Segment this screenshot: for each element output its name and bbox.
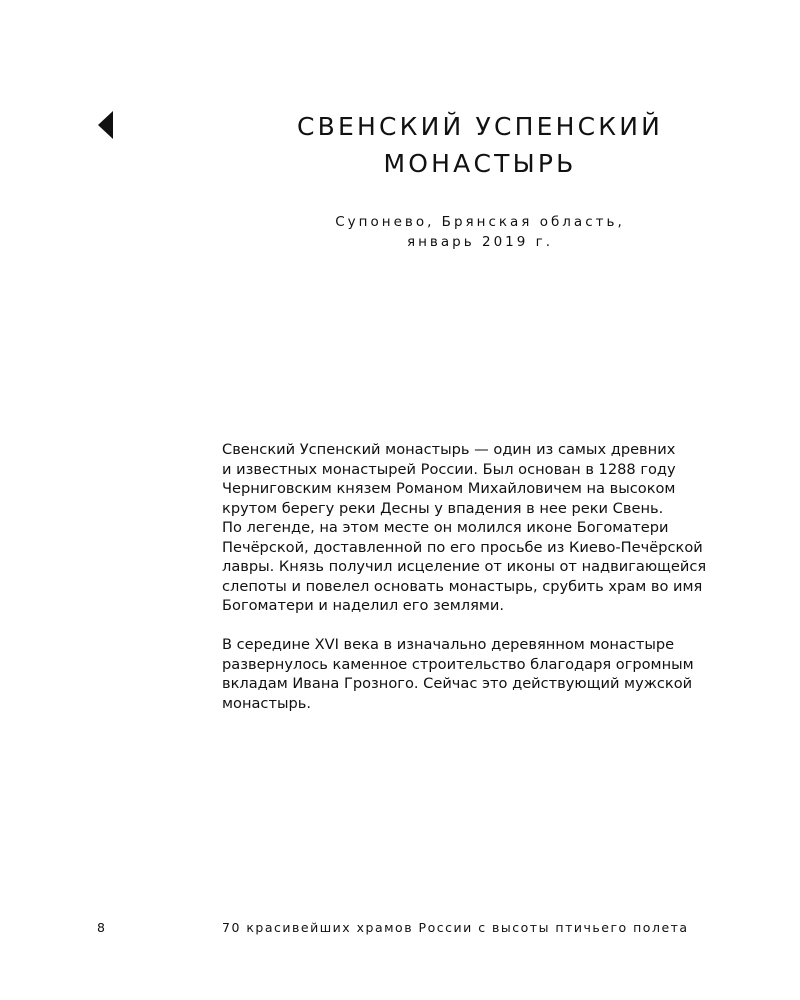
text-line: вкладам Ивана Грозного. Сейчас это действующий мужской: [222, 675, 693, 692]
page-title: [180, 108, 780, 182]
location-date: [260, 212, 700, 252]
text-line: Печёрской, доставленной по его просьбе из Киево-Печёрской: [222, 538, 703, 556]
text-line: Свенский Успенский монастырь — один из самых древних: [222, 441, 676, 458]
location-line: Супонево, Брянская область,: [335, 214, 625, 230]
running-footer: 70 красивейших храмов России с высоты птичьего полета: [222, 920, 689, 935]
paragraph-2: [222, 635, 742, 713]
text-line: развернулось каменное строительство благодаря огромным: [222, 655, 694, 673]
page-title-line-2: МОНАСТЫРЬ: [383, 149, 577, 178]
text-line: слепоты и повелел основать монастырь, срубить храм во имя: [222, 577, 703, 595]
article-body: [222, 440, 742, 733]
text-line: Черниговским князем Романом Михайловичем на высоком: [222, 480, 676, 497]
text-line: лавры. Князь получил исцеление от иконы от надвигающейся: [222, 558, 707, 575]
text-line: и известных монастырей России. Был основан в 1288 году: [222, 460, 676, 478]
text-line: монастырь.: [222, 694, 311, 712]
page-title-line-1: СВЕНСКИЙ УСПЕНСКИЙ: [296, 112, 664, 141]
text-line: По легенде, на этом месте он молился иконе Богоматери: [222, 519, 669, 536]
back-arrow-icon[interactable]: [97, 110, 115, 140]
page-number: 8: [97, 920, 106, 935]
text-line: В середине XVI века в изначально деревянном монастыре: [222, 636, 675, 653]
date-line: январь 2019 г.: [406, 234, 554, 250]
paragraph-1: [222, 440, 742, 616]
text-line: крутом берегу реки Десны у впадения в нее реки Свень.: [222, 499, 664, 517]
text-line: Богоматери и наделил его землями.: [222, 597, 505, 614]
